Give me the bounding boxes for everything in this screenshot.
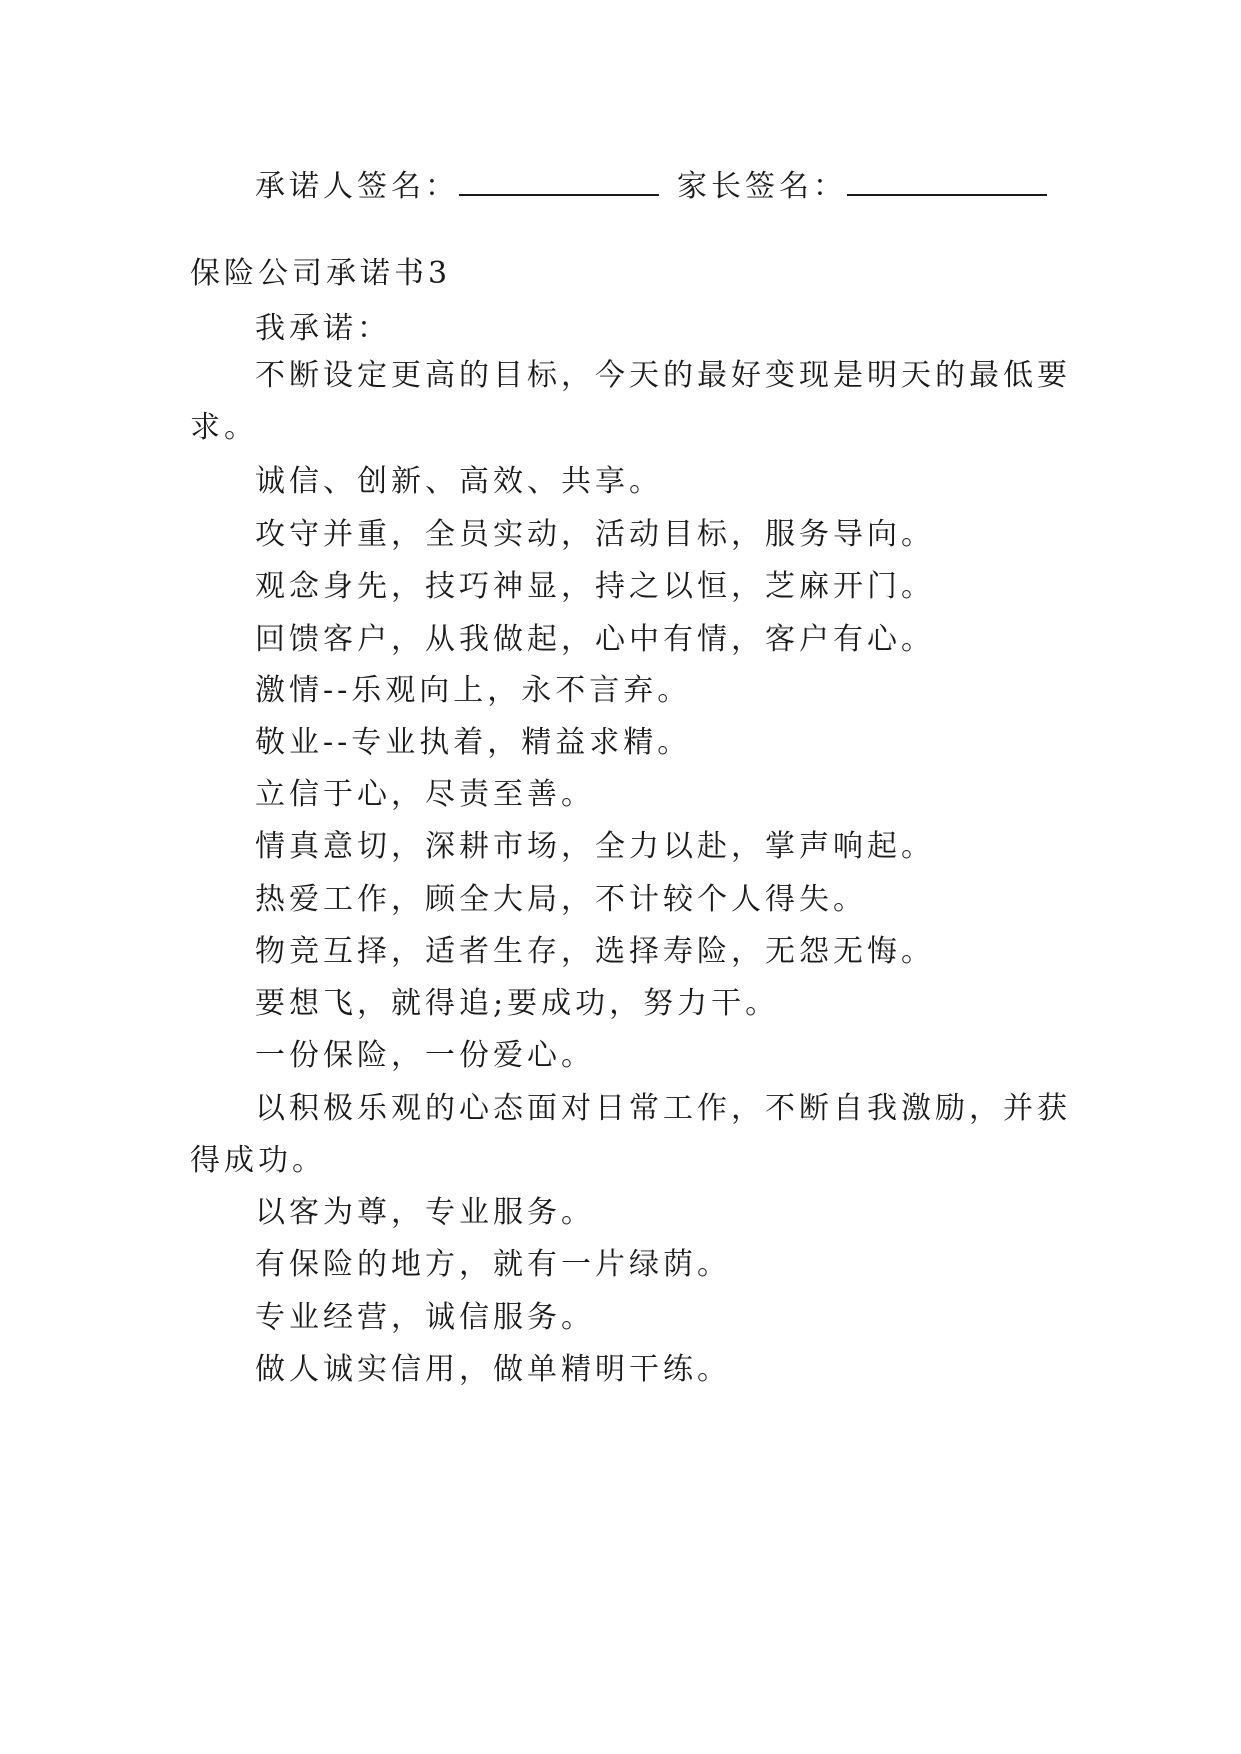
promisor-signature-blank <box>459 166 659 196</box>
paragraph-line: 求。 <box>190 410 258 445</box>
paragraph-line: 诚信、创新、高效、共享。 <box>255 464 663 499</box>
paragraph-line: 以客为尊，专业服务。 <box>255 1195 595 1230</box>
paragraph-line: 我承诺： <box>255 311 391 346</box>
paragraph-line: 物竞互择，适者生存，选择寿险，无怨无悔。 <box>255 934 935 969</box>
section-title: 保险公司承诺书3 <box>190 256 452 291</box>
parent-signature-blank <box>847 166 1047 196</box>
paragraph-line: 回馈客户，从我做起，心中有情，客户有心。 <box>255 622 935 657</box>
paragraph-line: 做人诚实信用，做单精明干练。 <box>255 1352 731 1387</box>
paragraph-line: 攻守并重，全员实动，活动目标，服务导向。 <box>255 517 935 552</box>
paragraph-line: 以积极乐观的心态面对日常工作，不断自我激励，并获 <box>255 1091 1071 1126</box>
paragraph-line: 激情--乐观向上，永不言弃。 <box>255 673 692 708</box>
paragraph-line: 敬业--专业执着，精益求精。 <box>255 725 692 760</box>
paragraph-line: 热爱工作，顾全大局，不计较个人得失。 <box>255 882 867 917</box>
paragraph-line: 要想飞，就得追;要成功，努力干。 <box>255 986 780 1021</box>
paragraph-line: 立信于心，尽责至善。 <box>255 777 595 812</box>
paragraph-line: 不断设定更高的目标，今天的最好变现是明天的最低要 <box>255 358 1071 393</box>
paragraph-line: 有保险的地方，就有一片绿荫。 <box>255 1247 731 1282</box>
promisor-signature-label: 承诺人签名： <box>255 169 459 204</box>
parent-signature-label: 家长签名： <box>677 169 847 204</box>
signature-row <box>255 166 1047 207</box>
paragraph-line: 观念身先，技巧神显，持之以恒，芝麻开门。 <box>255 569 935 604</box>
paragraph-line: 专业经营，诚信服务。 <box>255 1300 595 1335</box>
paragraph-line: 一份保险，一份爱心。 <box>255 1038 595 1073</box>
paragraph-line: 得成功。 <box>190 1143 326 1178</box>
paragraph-line: 情真意切，深耕市场，全力以赴，掌声响起。 <box>255 829 935 864</box>
